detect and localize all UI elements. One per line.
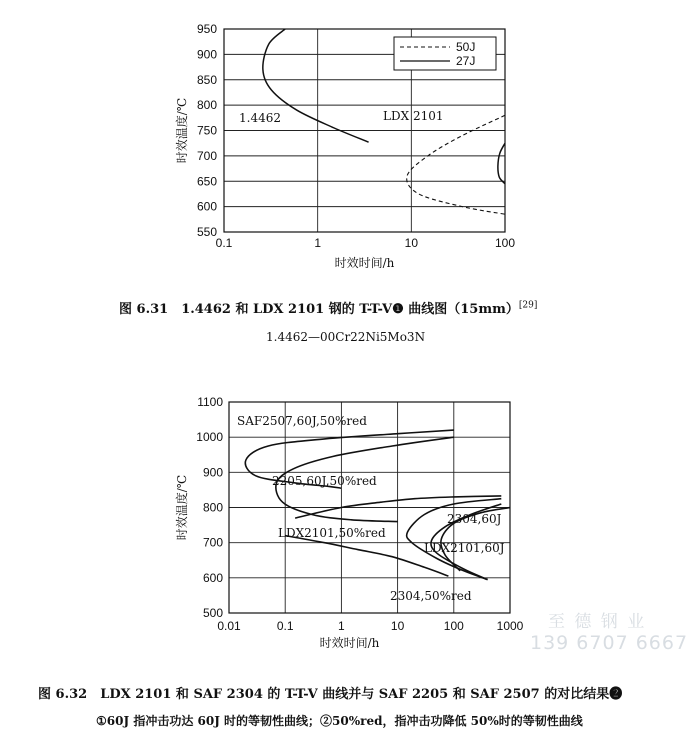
chart2-annotation-ldx2101-50: LDX2101,50%red <box>278 526 386 540</box>
chart2-ytick-label: 700 <box>202 535 223 550</box>
chart2-ytick-label: 800 <box>202 500 223 515</box>
chart1-ytick-label: 600 <box>196 199 217 214</box>
chart2-xtick-label: 10 <box>390 619 405 633</box>
chart1-legend <box>394 37 496 70</box>
chart1-ytick-label: 950 <box>196 22 217 36</box>
chart2-annotation-2304-60j: 2304,60J <box>447 512 502 526</box>
chart2-ytick-label: 1000 <box>196 430 223 445</box>
chart2-ytick-label: 900 <box>202 465 223 480</box>
chart1-annotation-1-4462: 1.4462 <box>239 111 281 125</box>
figure-6-31-caption <box>119 298 537 317</box>
chart2-annotation-2304-50: 2304,50%red <box>390 589 472 603</box>
chart1-ytick-label: 900 <box>196 47 217 62</box>
fig1-reference: [29] <box>518 300 538 311</box>
chart1-ytick-label: 800 <box>196 98 217 113</box>
chart1-series-line <box>498 143 505 184</box>
figure-6-32-note: ①60J 指冲击功达 60J 时的等韧性曲线；②50%red，指冲击功降低 50%时的等韧性曲线 <box>96 714 583 728</box>
watermark-phone: 139 6707 6667 <box>530 632 689 654</box>
chart1-xtick-label: 1 <box>314 236 322 250</box>
chart1-series-line <box>263 29 369 142</box>
chart1-ytick-label: 650 <box>196 174 217 189</box>
chart2-plot <box>174 395 524 650</box>
chart2-ylabel: 时效温度/℃ <box>175 474 189 541</box>
chart2-xtick-label: 100 <box>443 619 464 633</box>
chart2-ytick-label: 500 <box>202 606 223 620</box>
chart2-xtick-label: 1 <box>338 619 345 633</box>
figure-6-31-chart <box>0 0 700 290</box>
chart2-ytick-label: 600 <box>202 570 223 585</box>
chart1-legend-frame <box>394 37 496 70</box>
chart2-ytick-label: 1100 <box>197 395 223 409</box>
chart1-xtick-label: 10 <box>404 236 419 250</box>
chart1-ylabel: 时效温度/℃ <box>175 97 189 164</box>
chart2-xtick-label: 0.1 <box>276 619 294 633</box>
chart1-ytick-label: 850 <box>196 72 217 87</box>
chart2-annotation-saf2507: SAF2507,60J,50%red <box>237 414 367 428</box>
chart1-xtick-label: 0.1 <box>215 236 233 250</box>
chart1-ytick-label: 550 <box>196 225 217 239</box>
figure-6-31-note: 1.4462—00Cr22Ni5Mo3N <box>266 330 426 344</box>
chart2-annotation-2205: 2205,60J,50%red <box>272 474 377 488</box>
chart2-xtick-label: 1000 <box>496 619 524 633</box>
chart1-ytick-label: 700 <box>196 148 217 163</box>
chart1-plot <box>174 22 515 270</box>
figure-6-32-caption: 图 6.32 LDX 2101 和 SAF 2304 的 T-T-V 曲线并与 SAF 2205 和 SAF 2507 的对比结果❷ <box>38 687 623 702</box>
chart2-annotation-ldx2101-60j: LDX2101,60J <box>424 541 505 555</box>
fig1-caption-text: 图 6.31 1.4462 和 LDX 2101 钢的 T-T-V❶ 曲线图（15mm） <box>119 302 519 317</box>
chart1-legend-50j: 50J <box>456 40 476 54</box>
watermark-company: 至 德 钢 业 <box>548 612 647 632</box>
chart1-xtick-label: 100 <box>494 236 516 250</box>
chart1-legend-27j: 27J <box>456 54 476 68</box>
chart1-xlabel: 时效时间/h <box>334 256 395 270</box>
chart1-annotation-ldx2101: LDX 2101 <box>383 109 444 123</box>
chart1-ytick-label: 750 <box>196 123 217 138</box>
chart2-xlabel: 时效时间/h <box>319 636 380 650</box>
chart2-xtick-label: 0.01 <box>217 619 241 633</box>
